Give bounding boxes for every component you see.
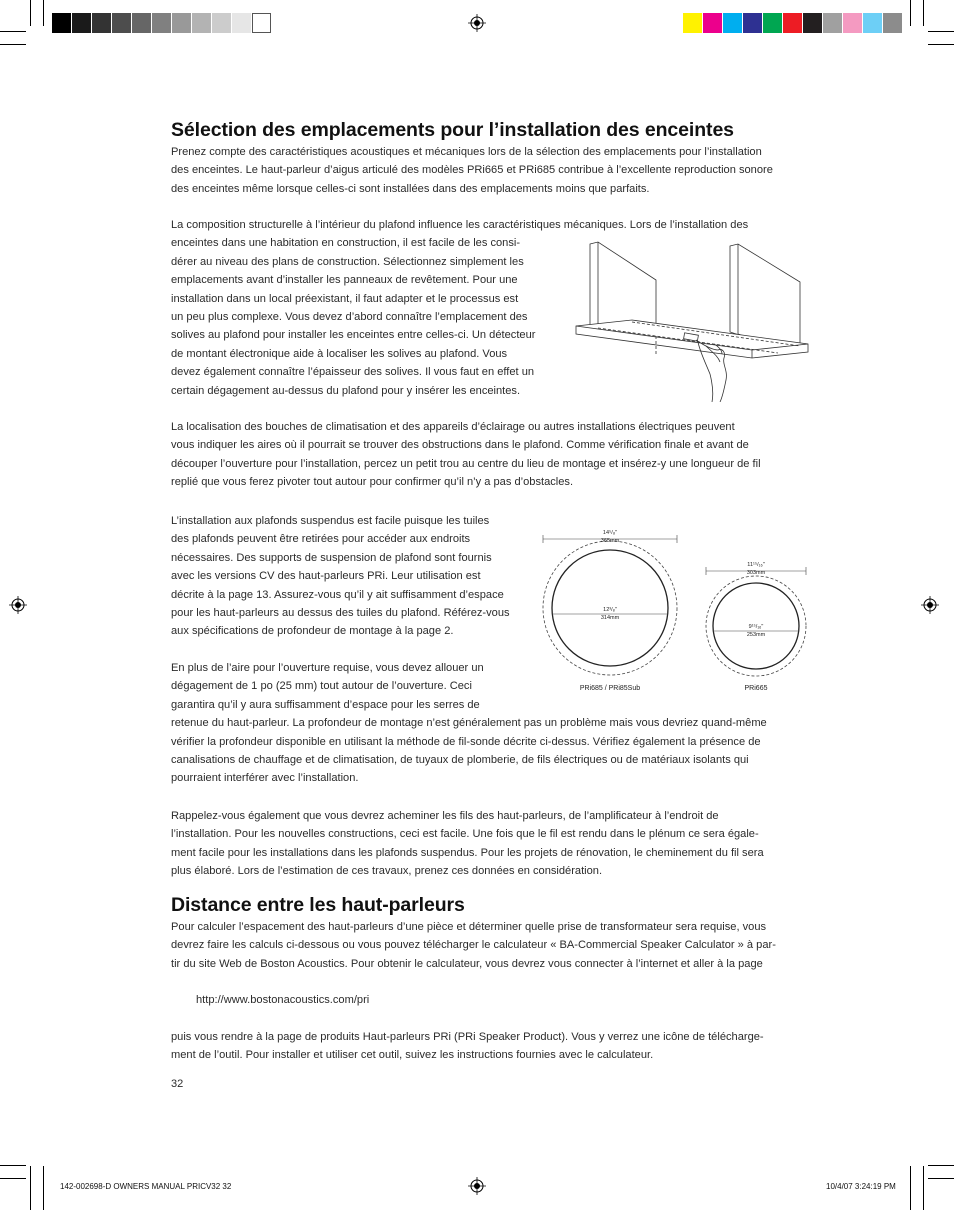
gray-swatch (132, 13, 151, 33)
text-line: replié que vous ferez pivoter tout autour pour confirmer qu’il n’y a pas d’obstacles. (171, 476, 574, 489)
color-swatch (723, 13, 742, 33)
crop-mark (30, 0, 31, 26)
color-swatch (863, 13, 882, 33)
text-line: vous indiquer les aires où il pourrait se trouver des obstructions dans le plafond. Comme vérification finale et avant de (171, 439, 749, 452)
gray-swatch (192, 13, 211, 33)
gray-swatch (252, 13, 271, 33)
text-line: canalisations de chauffage et de climatisation, de tuyaux de plomberie, de fils électriques ou de matériaux isolants qui (171, 754, 749, 767)
paragraph-download (171, 1028, 811, 1065)
gray-swatch (52, 13, 71, 33)
gray-swatch (112, 13, 131, 33)
text-line: découper l’ouverture pour l’installation, percez un petit trou au centre du lieu de montage et insérez-y une longueur de fil (171, 457, 761, 470)
text-line: avec les versions CV des haut-parleurs PRi. Leur utilisation est (171, 570, 481, 583)
text-line: dérer au niveau des plans de construction. Sélectionnez simplement les (171, 255, 524, 268)
diagram-caption: PRi685 / PRi85Sub (579, 685, 641, 692)
text-line: tir du site Web de Boston Acoustics. Pour obtenir le calculateur, vous devrez vous connecter à l’internet et aller à la page (171, 957, 763, 970)
text-line: devez également connaître l’épaisseur des solives. Il vous faut en effet un (171, 366, 535, 379)
crop-mark (928, 1165, 954, 1166)
footer-slug-right: 10/4/07 3:24:19 PM (826, 1182, 896, 1191)
text-line: La localisation des bouches de climatisation et des appareils d’éclairage ou autres installations électriques peuvent (171, 421, 735, 433)
color-swatch (763, 13, 782, 33)
text-line: solives au plafond pour installer les enceintes entre celles-ci. Un détecteur (171, 329, 536, 342)
dimension-label: 14⁵/₈" (602, 530, 618, 536)
gray-swatch (92, 13, 111, 33)
color-swatch (823, 13, 842, 33)
calculator-url-link[interactable]: http://www.bostonacoustics.com/pri (196, 994, 370, 1006)
paragraph-obstructions (171, 418, 811, 492)
dimension-label: 11¹⁵/₁₆" (747, 562, 765, 568)
text-line: dégagement de 1 po (25 mm) tout autour de l’ouverture. Ceci (171, 680, 472, 693)
gray-swatch (152, 13, 171, 33)
text-line: plus élaboré. Lors de l’estimation de ces travaux, prenez ces données en considération. (171, 865, 603, 878)
crop-mark (0, 1165, 26, 1166)
crop-mark (0, 31, 26, 32)
text-line: L’installation aux plafonds suspendus est facile puisque les tuiles (171, 515, 490, 527)
paragraph-clearance (171, 659, 811, 788)
paragraph-calculator (171, 918, 811, 973)
gray-swatch (172, 13, 191, 33)
crop-mark (43, 1166, 44, 1210)
dimension-label: 253mm (746, 632, 766, 638)
gray-swatch (232, 13, 251, 33)
text-line: En plus de l’aire pour l’ouverture requise, vous devez allouer un (171, 662, 484, 674)
section-title-speaker-distance: Distance entre les haut-parleurs (171, 894, 465, 916)
color-swatch (743, 13, 762, 33)
text-line: nécessaires. Des supports de suspension de plafond sont fournis (171, 551, 492, 564)
dimension-label: 365mm (600, 538, 620, 544)
text-line: enceintes dans une habitation en construction, il est facile de les consi- (171, 237, 521, 250)
dimension-label: 303mm (746, 570, 766, 576)
text-line: garantira qu’il y aura suffisamment d’espace pour les serres de (171, 698, 480, 711)
text-line: un peu plus complexe. Vous devez d’abord connaître l’emplacement des (171, 311, 528, 324)
dimension-label: 9¹⁵/₁₆" (748, 624, 764, 630)
text-line: Prenez compte des caractéristiques acoustiques et mécaniques lors de la sélection des emplacements pour l’installation (171, 146, 762, 158)
registration-mark-icon (468, 1177, 486, 1195)
text-line: emplacements avant d’installer les panneaux de revêtement. Pour une (171, 274, 518, 287)
text-line: ment de l’outil. Pour installer et utiliser cet outil, suivez les instructions fournies avec le calculateur. (171, 1049, 654, 1062)
color-swatch (703, 13, 722, 33)
text-line: des plafonds peuvent être retirées pour accéder aux endroits (171, 533, 471, 546)
paragraph-intro (171, 143, 811, 198)
text-line: vérifier la profondeur disponible en utilisant la méthode de fil-sonde décrite ci-dessus. Vérifiez également la présence de (171, 735, 761, 748)
crop-mark (30, 1166, 31, 1210)
text-line: l’installation. Pour les nouvelles constructions, ceci est facile. Une fois que le fil est rendu dans le plénum ce sera égale- (171, 828, 759, 841)
text-line: Rappelez-vous également que vous devrez acheminer les fils des haut-parleurs, de l’amplificateur à l’endroit de (171, 810, 719, 822)
text-line: puis vous rendre à la page de produits Haut-parleurs PRi (PRi Speaker Product). Vous y verrez une icône de télécharge- (171, 1031, 764, 1043)
paragraph-wiring (171, 807, 811, 881)
crop-mark (0, 44, 26, 45)
color-swatch (683, 13, 702, 33)
text-line: devrez faire les calculs ci-dessous ou vous pouvez télécharger le calculateur « BA-Commercial Speaker Calculator » à par- (171, 939, 776, 952)
crop-mark (928, 44, 954, 45)
section-title-placement: Sélection des emplacements pour l’installation des enceintes (171, 119, 734, 141)
crop-mark (928, 31, 954, 32)
color-swatch (803, 13, 822, 33)
crop-mark (923, 1166, 924, 1210)
text-line: certain dégagement au-dessus du plafond pour y insérer les enceintes. (171, 384, 521, 397)
ceiling-joist-illustration (572, 240, 812, 402)
text-line: des enceintes. Le haut-parleur d’aigus articulé des modèles PRi665 et PRi685 contribue à l’excellente reproduction sonore (171, 164, 773, 177)
text-line: décrite à la page 13. Assurez-vous qu’il y ait suffisamment d’espace (171, 588, 504, 601)
crop-mark (923, 0, 924, 26)
registration-mark-icon (9, 596, 27, 614)
crop-mark (928, 1178, 954, 1179)
footer-slug-left: 142-002698-D OWNERS MANUAL PRICV32 32 (60, 1182, 232, 1191)
crop-mark (43, 0, 44, 26)
registration-mark-icon (921, 596, 939, 614)
crop-mark (910, 0, 911, 26)
dimension-label: 314mm (600, 615, 620, 621)
text-line: des enceintes même lorsque celles-ci sont installées dans des emplacements moins que parfaits. (171, 182, 650, 195)
color-swatch (843, 13, 862, 33)
text-line: ment facile pour les installations dans les plafonds suspendus. Pour les projets de rénovation, le cheminement du fil sera (171, 846, 764, 859)
text-line: Pour calculer l’espacement des haut-parleurs d’une pièce et déterminer quelle prise de transformateur sera requise, vous (171, 921, 767, 933)
crop-mark (0, 1178, 26, 1179)
color-swatch (883, 13, 902, 33)
gray-swatch (212, 13, 231, 33)
registration-mark-icon (468, 14, 486, 32)
gray-swatch (72, 13, 91, 33)
color-swatch (783, 13, 802, 33)
text-line: pour les haut-parleurs au dessus des tuiles du plafond. Référez-vous (171, 607, 510, 620)
joist-drawing (576, 242, 808, 402)
crop-mark (910, 1166, 911, 1210)
text-line: La composition structurelle à l’intérieur du plafond influence les caractéristiques mécaniques. Lors de l’installation des (171, 219, 749, 231)
text-line: de montant électronique aide à localiser les solives au plafond. Vous (171, 347, 508, 360)
text-line: retenue du haut-parleur. La profondeur de montage n’est généralement pas un problème mais vous devriez quand-même (171, 717, 767, 730)
dimension-label: 12³/₈" (603, 607, 617, 613)
diagram-caption: PRi665 (744, 685, 768, 692)
text-line: pourraient interférer avec l’installation. (171, 772, 359, 785)
text-line: installation dans un local préexistant, il faut adapter et le processus est (171, 292, 519, 305)
page-number: 32 (171, 1078, 184, 1090)
text-line: aux spécifications de profondeur de montage à la page 2. (171, 625, 454, 638)
